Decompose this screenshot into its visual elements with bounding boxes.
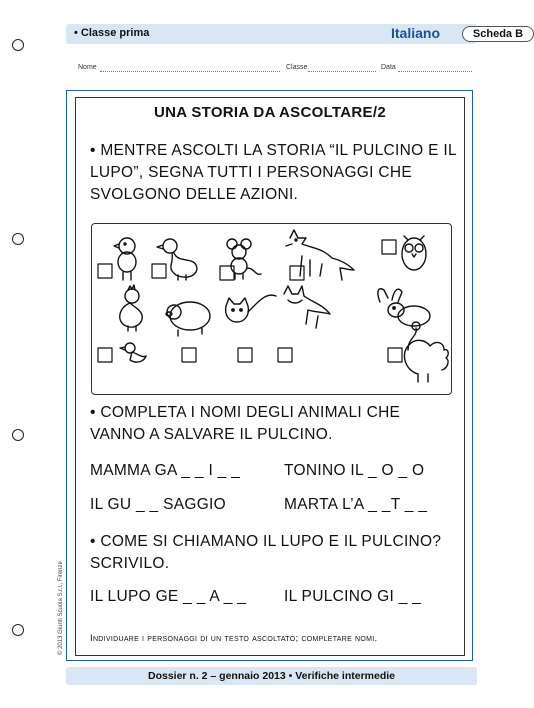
- question-1: • MENTRE ASCOLTI LA STORIA “IL PULCINO E IL LUPO”, SEGNA TUTTI I PERSONAGGI CHE SVOLGONO DELLE AZIONI.: [90, 142, 457, 203]
- name-completion: TONINO IL _ O _ O: [284, 462, 425, 479]
- name-completion: MARTA L’A _ _T _ _: [284, 496, 428, 513]
- checkbox[interactable]: [182, 348, 196, 362]
- owl-icon: [402, 236, 426, 270]
- checkbox[interactable]: [152, 264, 166, 278]
- checkbox[interactable]: [388, 348, 402, 362]
- name-completion: MAMMA GA _ _ I _ _: [90, 462, 241, 479]
- fox-icon: [284, 286, 330, 328]
- checkbox[interactable]: [278, 348, 292, 362]
- chick-icon: [114, 238, 136, 280]
- cat-icon: [226, 295, 276, 322]
- small-bird-icon: [120, 343, 146, 362]
- pig-icon: [166, 302, 210, 336]
- copyright-note: © 2013 Giunti Scuola S.r.l., Firenze: [58, 561, 64, 655]
- learning-objective: Individuare i personaggi di un testo ascoltato; completare nomi.: [90, 633, 378, 644]
- footer-bar: Dossier n. 2 – gennaio 2013 • Verifiche intermedie: [66, 667, 477, 685]
- mouse-icon: [227, 239, 261, 279]
- answer-chick: IL PULCINO GI _ _: [284, 588, 422, 605]
- question-2: • COMPLETA I NOMI DEGLI ANIMALI CHE VANNO A SALVARE IL PULCINO.: [90, 404, 401, 443]
- class-field-label: Classe: [286, 64, 308, 71]
- checkbox[interactable]: [98, 264, 112, 278]
- wolf-icon: [286, 230, 354, 280]
- checkbox[interactable]: [382, 240, 396, 254]
- student-fields: [78, 64, 474, 76]
- name-completion: IL GU _ _ SAGGIO: [90, 496, 227, 513]
- binder-hole: [12, 624, 24, 636]
- hen-icon: [120, 285, 143, 331]
- turkey-icon: [404, 322, 448, 382]
- class-label: • Classe prima: [74, 27, 150, 39]
- binder-hole: [12, 39, 24, 51]
- date-field-line[interactable]: [398, 71, 472, 72]
- rabbit-icon: [378, 289, 430, 326]
- class-field-line[interactable]: [308, 71, 376, 72]
- answer-wolf: IL LUPO GE _ _ A _ _: [90, 588, 247, 605]
- animals-illustration: [91, 223, 452, 395]
- checkbox[interactable]: [98, 348, 112, 362]
- subject-label: Italiano: [391, 25, 441, 41]
- header-bar: [66, 24, 524, 44]
- exercise-title: UNA STORIA DA ASCOLTARE/2: [154, 104, 386, 121]
- name-field-label: Nome: [78, 64, 97, 71]
- checkbox[interactable]: [238, 348, 252, 362]
- name-field-line[interactable]: [100, 71, 280, 72]
- question-3: • COME SI CHIAMANO IL LUPO E IL PULCINO? SCRIVILO.: [90, 533, 442, 572]
- date-field-label: Data: [381, 64, 396, 71]
- sheet-badge: Scheda B: [462, 26, 534, 42]
- binder-hole: [12, 429, 24, 441]
- duck-icon: [157, 239, 197, 280]
- checkbox[interactable]: [290, 266, 304, 280]
- binder-hole: [12, 233, 24, 245]
